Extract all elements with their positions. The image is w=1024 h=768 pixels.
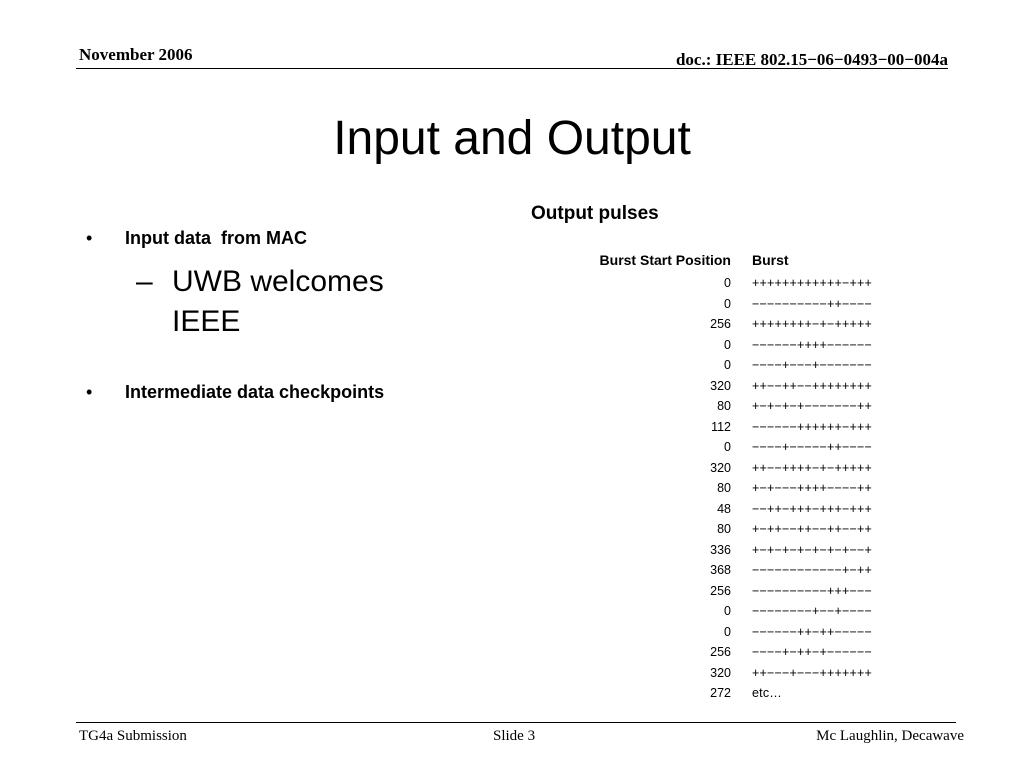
burst-start-position: 320: [710, 665, 731, 680]
table-row: [0, 480, 1024, 500]
bullet-dot-icon: •: [86, 228, 93, 248]
footer-left: TG4a Submission: [79, 728, 187, 744]
bullet-text: Input data from MAC: [125, 228, 307, 248]
table-row: [0, 685, 1024, 705]
burst-start-position: 0: [724, 604, 731, 618]
burst-start-position: 0: [724, 440, 731, 454]
table-row: [0, 624, 1024, 644]
burst-start-position: 0: [724, 296, 731, 311]
burst-start-position: 368: [710, 563, 731, 577]
table-row: [0, 275, 1024, 295]
table-row: [0, 439, 1024, 459]
burst-pattern: ++−−++−−++++++++: [752, 378, 872, 393]
burst-pattern: −−++−+++−+++−+++: [752, 501, 872, 516]
burst-start-position: 112: [711, 419, 731, 434]
burst-pattern: etc…: [752, 686, 782, 700]
dash-icon: –: [136, 265, 153, 298]
table-row: [0, 542, 1024, 562]
sub-bullet-text: UWB welcomes IEEE: [172, 265, 384, 338]
burst-pattern: −−−−−−++++−−−−−−: [752, 337, 872, 352]
footer-slide-number: Slide 3: [493, 728, 536, 744]
burst-pattern: +−+−+−+−−−−−−−++: [752, 399, 872, 413]
table-row: [0, 296, 1024, 316]
burst-start-position: 80: [717, 522, 731, 536]
burst-pattern: ++−−−+−−−+++++++: [752, 665, 872, 680]
output-pulses-title: Output pulses: [531, 203, 659, 224]
footer-divider: [76, 722, 956, 723]
header-doc-id: doc.: IEEE 802.15−06−0493−00−004a: [675, 50, 948, 69]
burst-start-position: 272: [710, 686, 731, 700]
table-row: [0, 419, 1024, 439]
burst-pattern: −−−−−−−−−−−−+−++: [752, 563, 872, 577]
table-row: [0, 316, 1024, 336]
burst-pattern: −−−−+−++−+−−−−−−: [752, 645, 872, 659]
burst-start-position: 256: [710, 645, 731, 659]
table-row: [0, 501, 1024, 521]
burst-start-position: 0: [724, 624, 731, 639]
burst-start-position: 0: [724, 337, 731, 352]
burst-pattern: −−−−−−−−−−+++−−−: [752, 583, 872, 598]
burst-pattern: −−−−−−−−−−++−−−−: [752, 296, 872, 311]
table-row: [0, 460, 1024, 480]
burst-pattern: ++++++++−+−+++++: [752, 317, 872, 331]
burst-pattern: ++−−++++−+−+++++: [752, 460, 872, 475]
burst-start-position: 256: [710, 583, 731, 598]
slide-title: Input and Output: [333, 112, 691, 165]
burst-pattern: +−+−+−+−+−+−+−−+: [752, 542, 872, 557]
bullet-item-input-data: [86, 228, 307, 249]
burst-start-position: 48: [717, 501, 731, 516]
header-divider: [76, 68, 948, 69]
footer-author: Mc Laughlin, Decawave: [816, 728, 964, 744]
table-row: [0, 337, 1024, 357]
burst-start-position: 80: [717, 481, 731, 495]
burst-pattern: +−+−−−++++−−−−++: [752, 481, 872, 495]
burst-pattern: +−++−−++−−++−−++: [752, 522, 872, 536]
burst-start-position: 80: [717, 399, 731, 413]
header-date: November 2006: [79, 45, 193, 64]
burst-start-position: 0: [724, 358, 731, 372]
table-row: [0, 378, 1024, 398]
burst-pattern: −−−−+−−−−−++−−−−: [752, 440, 872, 454]
column-header-position: Burst Start Position: [599, 252, 731, 268]
table-row: [0, 398, 1024, 418]
table-row: [0, 562, 1024, 582]
table-row: [0, 357, 1024, 377]
burst-pattern: −−−−−−++++++−+++: [752, 419, 872, 434]
table-row: [0, 603, 1024, 623]
bullet-text: Intermediate data checkpoints: [125, 382, 385, 402]
bullet-dot-icon: •: [86, 382, 93, 402]
burst-start-position: 0: [724, 276, 731, 290]
column-header-burst: Burst: [752, 252, 789, 268]
burst-start-position: 320: [710, 378, 731, 393]
table-row: [0, 583, 1024, 603]
burst-start-position: 256: [710, 317, 731, 331]
burst-start-position: 320: [710, 460, 731, 475]
table-row: [0, 665, 1024, 685]
burst-pattern: −−−−−−−−+−−+−−−−: [752, 604, 872, 618]
burst-pattern: −−−−−−++−++−−−−−: [752, 624, 872, 639]
burst-start-position: 336: [710, 542, 731, 557]
burst-pattern: −−−−+−−−+−−−−−−−: [752, 358, 872, 372]
table-row: [0, 521, 1024, 541]
burst-pattern: ++++++++++++−+++: [752, 276, 872, 290]
table-row: [0, 644, 1024, 664]
